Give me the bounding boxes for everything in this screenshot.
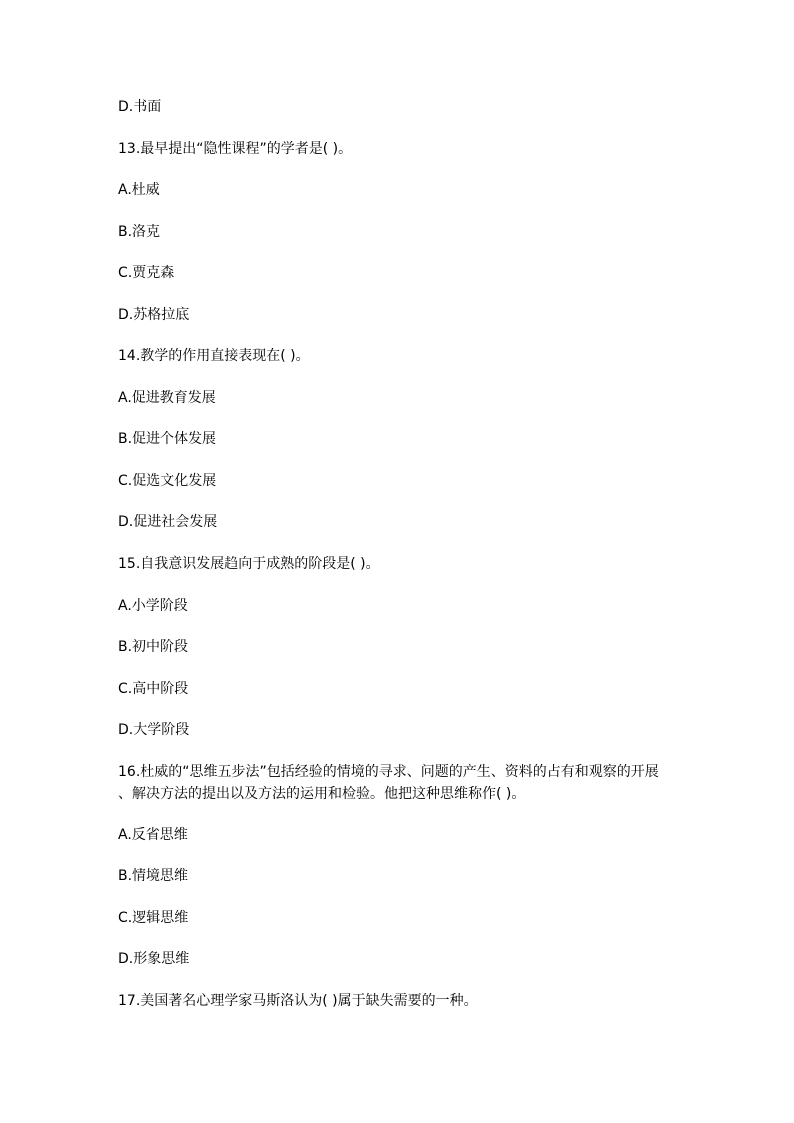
- q12-option-d: D.书面: [118, 99, 162, 115]
- q16-option-a: A.反省思维: [118, 827, 188, 843]
- q16-stem-line-1: 16.杜威的“思维五步法”包括经验的情境的寻求、问题的产生、资料的占有和观察的开展: [118, 764, 659, 780]
- q15-option-b: B.初中阶段: [118, 639, 189, 655]
- q14-stem: 14.教学的作用直接表现在( )。: [118, 348, 310, 364]
- q15-option-a: A.小学阶段: [118, 598, 188, 614]
- q15-option-d: D.大学阶段: [118, 722, 190, 738]
- q16-stem-line-2: 、解决方法的提出以及方法的运用和检验。他把这种思维称作( )。: [118, 786, 526, 802]
- q15-option-c: C.高中阶段: [118, 681, 189, 697]
- q14-option-b: B.促进个体发展: [118, 431, 217, 447]
- q13-option-b: B.洛克: [118, 224, 161, 240]
- q13-option-d: D.苏格拉底: [118, 307, 190, 323]
- q16-option-d: D.形象思维: [118, 951, 190, 967]
- q16-option-c: C.逻辑思维: [118, 910, 189, 926]
- q14-option-d: D.促进社会发展: [118, 514, 218, 530]
- q15-stem: 15.自我意识发展趋向于成熟的阶段是( )。: [118, 556, 380, 572]
- q16-option-b: B.情境思维: [118, 868, 189, 884]
- q17-stem: 17.美国著名心理学家马斯洛认为( )属于缺失需要的一种。: [118, 993, 478, 1009]
- q13-stem: 13.最早提出“隐性课程”的学者是( )。: [118, 141, 353, 157]
- q14-option-c: C.促选文化发展: [118, 473, 217, 489]
- q13-option-c: C.贾克森: [118, 265, 175, 281]
- q13-option-a: A.杜威: [118, 182, 160, 198]
- q14-option-a: A.促进教育发展: [118, 390, 216, 406]
